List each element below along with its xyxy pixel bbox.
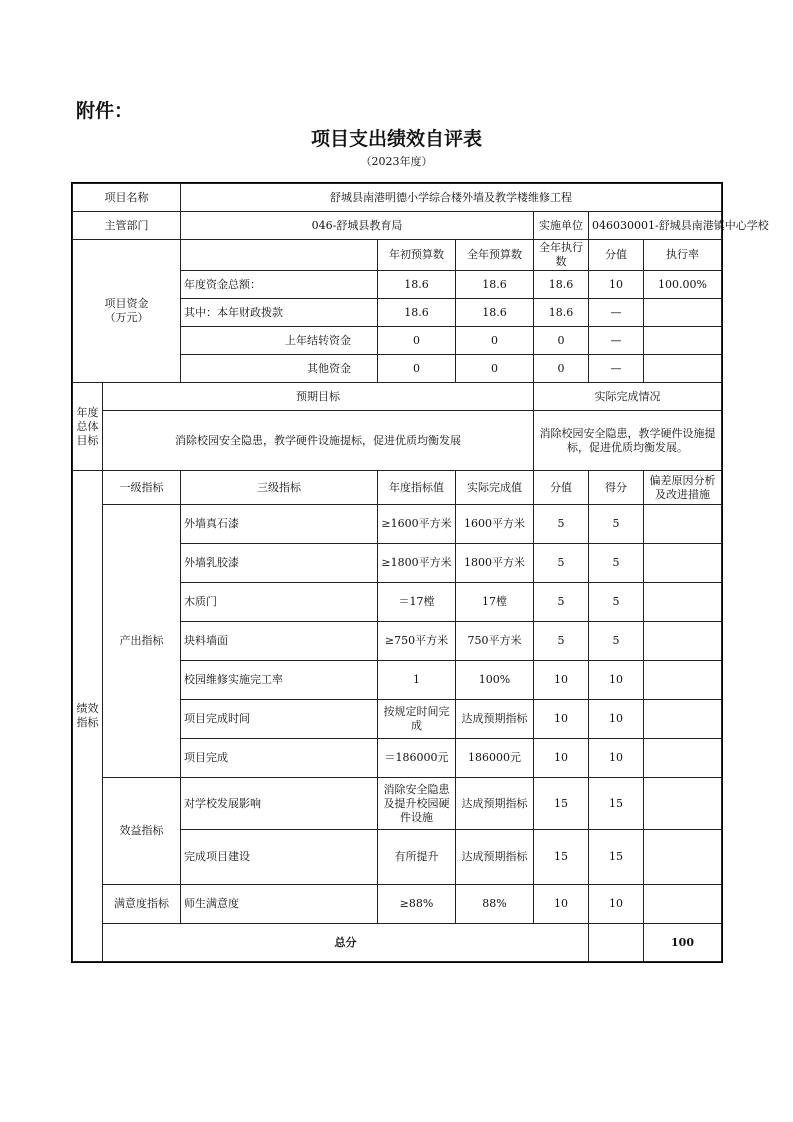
indicator-points: 5 [589,505,644,544]
performance-header-row [73,471,722,505]
unit-value: 046030001-舒城县南港镇中心学校 [589,212,722,240]
funds-initial: 0 [378,327,456,355]
funds-executed: 0 [534,327,589,355]
indicator-deviation [644,622,722,661]
indicator-name: 对学校发展影响 [181,778,378,830]
funds-annual: 0 [456,327,534,355]
indicator-row [73,778,722,830]
indicator-row [73,505,722,544]
output-indicator-label: 产出指标 [103,505,181,778]
funds-header: 全年预算数 [456,240,534,271]
report-year: （2023年度） [360,155,433,168]
dept-row [73,212,722,240]
indicator-points: 15 [589,778,644,830]
indicator-header: 年度指标值 [378,471,456,505]
funds-rate [644,327,722,355]
satisfaction-indicator-label: 满意度指标 [103,885,181,924]
funds-row-label: 其中：本年财政拨款 [181,299,378,327]
funds-header-row [73,240,722,271]
funds-row-label: 其他资金 [181,355,378,383]
dept-value: 046-舒城县教育局 [181,212,534,240]
funds-executed: 18.6 [534,271,589,299]
indicator-actual: 达成预期指标 [456,830,534,885]
funds-executed: 18.6 [534,299,589,327]
indicator-name: 项目完成 [181,739,378,778]
indicator-score: 15 [534,778,589,830]
indicator-name: 外墙真石漆 [181,505,378,544]
indicator-points: 5 [589,544,644,583]
indicator-score: 5 [534,583,589,622]
benefit-indicator-label: 效益指标 [103,778,181,885]
indicator-actual: 1800平方米 [456,544,534,583]
indicator-target: 有所提升 [378,830,456,885]
indicator-header: 偏差原因分析及改进措施 [644,471,722,505]
indicator-actual: 88% [456,885,534,924]
indicator-score: 5 [534,622,589,661]
page-title: 项目支出绩效自评表 [310,128,482,150]
project-name-label: 项目名称 [73,184,181,212]
indicator-header: 得分 [589,471,644,505]
dept-label: 主管部门 [73,212,181,240]
indicator-score: 10 [534,739,589,778]
project-name-value: 舒城县南港明德小学综合楼外墙及教学楼维修工程 [181,184,722,212]
indicator-deviation [644,544,722,583]
funds-row-label: 年度资金总额： [181,271,378,299]
indicator-target: 1 [378,661,456,700]
indicator-points: 5 [589,583,644,622]
total-row [73,924,722,962]
actual-goal-label: 实际完成情况 [534,383,722,411]
indicator-points: 10 [589,700,644,739]
indicator-deviation [644,778,722,830]
attachment-label: 附件： [76,100,134,122]
funds-header: 全年执行数 [534,240,589,271]
indicator-points: 10 [589,661,644,700]
indicator-actual: 100% [456,661,534,700]
funds-initial: 0 [378,355,456,383]
goals-label: 年度 总体 目标 [73,383,103,471]
indicator-target: ＝186000元 [378,739,456,778]
funds-rate: 100.00% [644,271,722,299]
indicator-target: ≥1600平方米 [378,505,456,544]
indicator-actual: 1600平方米 [456,505,534,544]
indicator-target: 消除安全隐患及提升校园硬件设施 [378,778,456,830]
evaluation-table [72,183,769,962]
indicator-score: 10 [534,885,589,924]
indicator-score: 10 [534,700,589,739]
indicator-target: ≥1800平方米 [378,544,456,583]
indicator-header: 三级指标 [181,471,378,505]
indicator-deviation [644,583,722,622]
project-name-row [73,184,722,212]
indicator-header: 实际完成值 [456,471,534,505]
indicator-deviation [644,739,722,778]
indicator-target: ≥750平方米 [378,622,456,661]
funds-initial: 18.6 [378,299,456,327]
goals-content-row [73,411,722,471]
funds-annual: 0 [456,355,534,383]
indicator-name: 块料墙面 [181,622,378,661]
indicator-deviation [644,885,722,924]
indicator-target: ＝17樘 [378,583,456,622]
funds-score: — [589,355,644,383]
indicator-name: 校园维修实施完工率 [181,661,378,700]
indicator-target: 按规定时间完成 [378,700,456,739]
funds-row-label: 上年结转资金 [181,327,378,355]
indicator-deviation [644,661,722,700]
indicator-name: 师生满意度 [181,885,378,924]
indicator-name: 项目完成时间 [181,700,378,739]
indicator-points: 5 [589,622,644,661]
unit-label: 实施单位 [534,212,589,240]
total-score: 100 [644,924,722,962]
total-label: 总分 [103,924,589,962]
indicator-score: 15 [534,830,589,885]
indicator-score: 5 [534,505,589,544]
funds-annual: 18.6 [456,299,534,327]
indicator-target: ≥88% [378,885,456,924]
total-blank [589,924,644,962]
indicator-header: 一级指标 [103,471,181,505]
indicator-actual: 17樘 [456,583,534,622]
indicator-points: 10 [589,739,644,778]
indicator-deviation [644,505,722,544]
indicator-points: 10 [589,885,644,924]
funds-rate [644,299,722,327]
indicator-actual: 达成预期指标 [456,778,534,830]
indicator-score: 5 [534,544,589,583]
funds-initial: 18.6 [378,271,456,299]
funds-header: 执行率 [644,240,722,271]
expected-goal-label: 预期目标 [103,383,534,411]
funds-score: — [589,327,644,355]
funds-rate [644,355,722,383]
indicator-points: 15 [589,830,644,885]
indicator-actual: 达成预期指标 [456,700,534,739]
funds-annual: 18.6 [456,271,534,299]
indicator-actual: 750平方米 [456,622,534,661]
indicator-row [73,885,722,924]
indicator-header: 分值 [534,471,589,505]
indicator-name: 完成项目建设 [181,830,378,885]
actual-goal-text: 消除校园安全隐患，教学硬件设施提标，促进优质均衡发展。 [534,411,722,471]
indicator-deviation [644,700,722,739]
performance-label: 绩效 指标 [73,471,103,962]
indicator-deviation [644,830,722,885]
funds-header: 分值 [589,240,644,271]
indicator-name: 木质门 [181,583,378,622]
funds-score: 10 [589,271,644,299]
indicator-name: 外墙乳胶漆 [181,544,378,583]
goals-header-row [73,383,722,411]
funds-executed: 0 [534,355,589,383]
expected-goal-text: 消除校园安全隐患，教学硬件设施提标，促进优质均衡发展 [103,411,534,471]
funds-score: — [589,299,644,327]
indicator-actual: 186000元 [456,739,534,778]
funds-header: 年初预算数 [378,240,456,271]
indicator-score: 10 [534,661,589,700]
funds-label: 项目资金 （万元） [73,240,181,383]
funds-corner [181,240,378,271]
